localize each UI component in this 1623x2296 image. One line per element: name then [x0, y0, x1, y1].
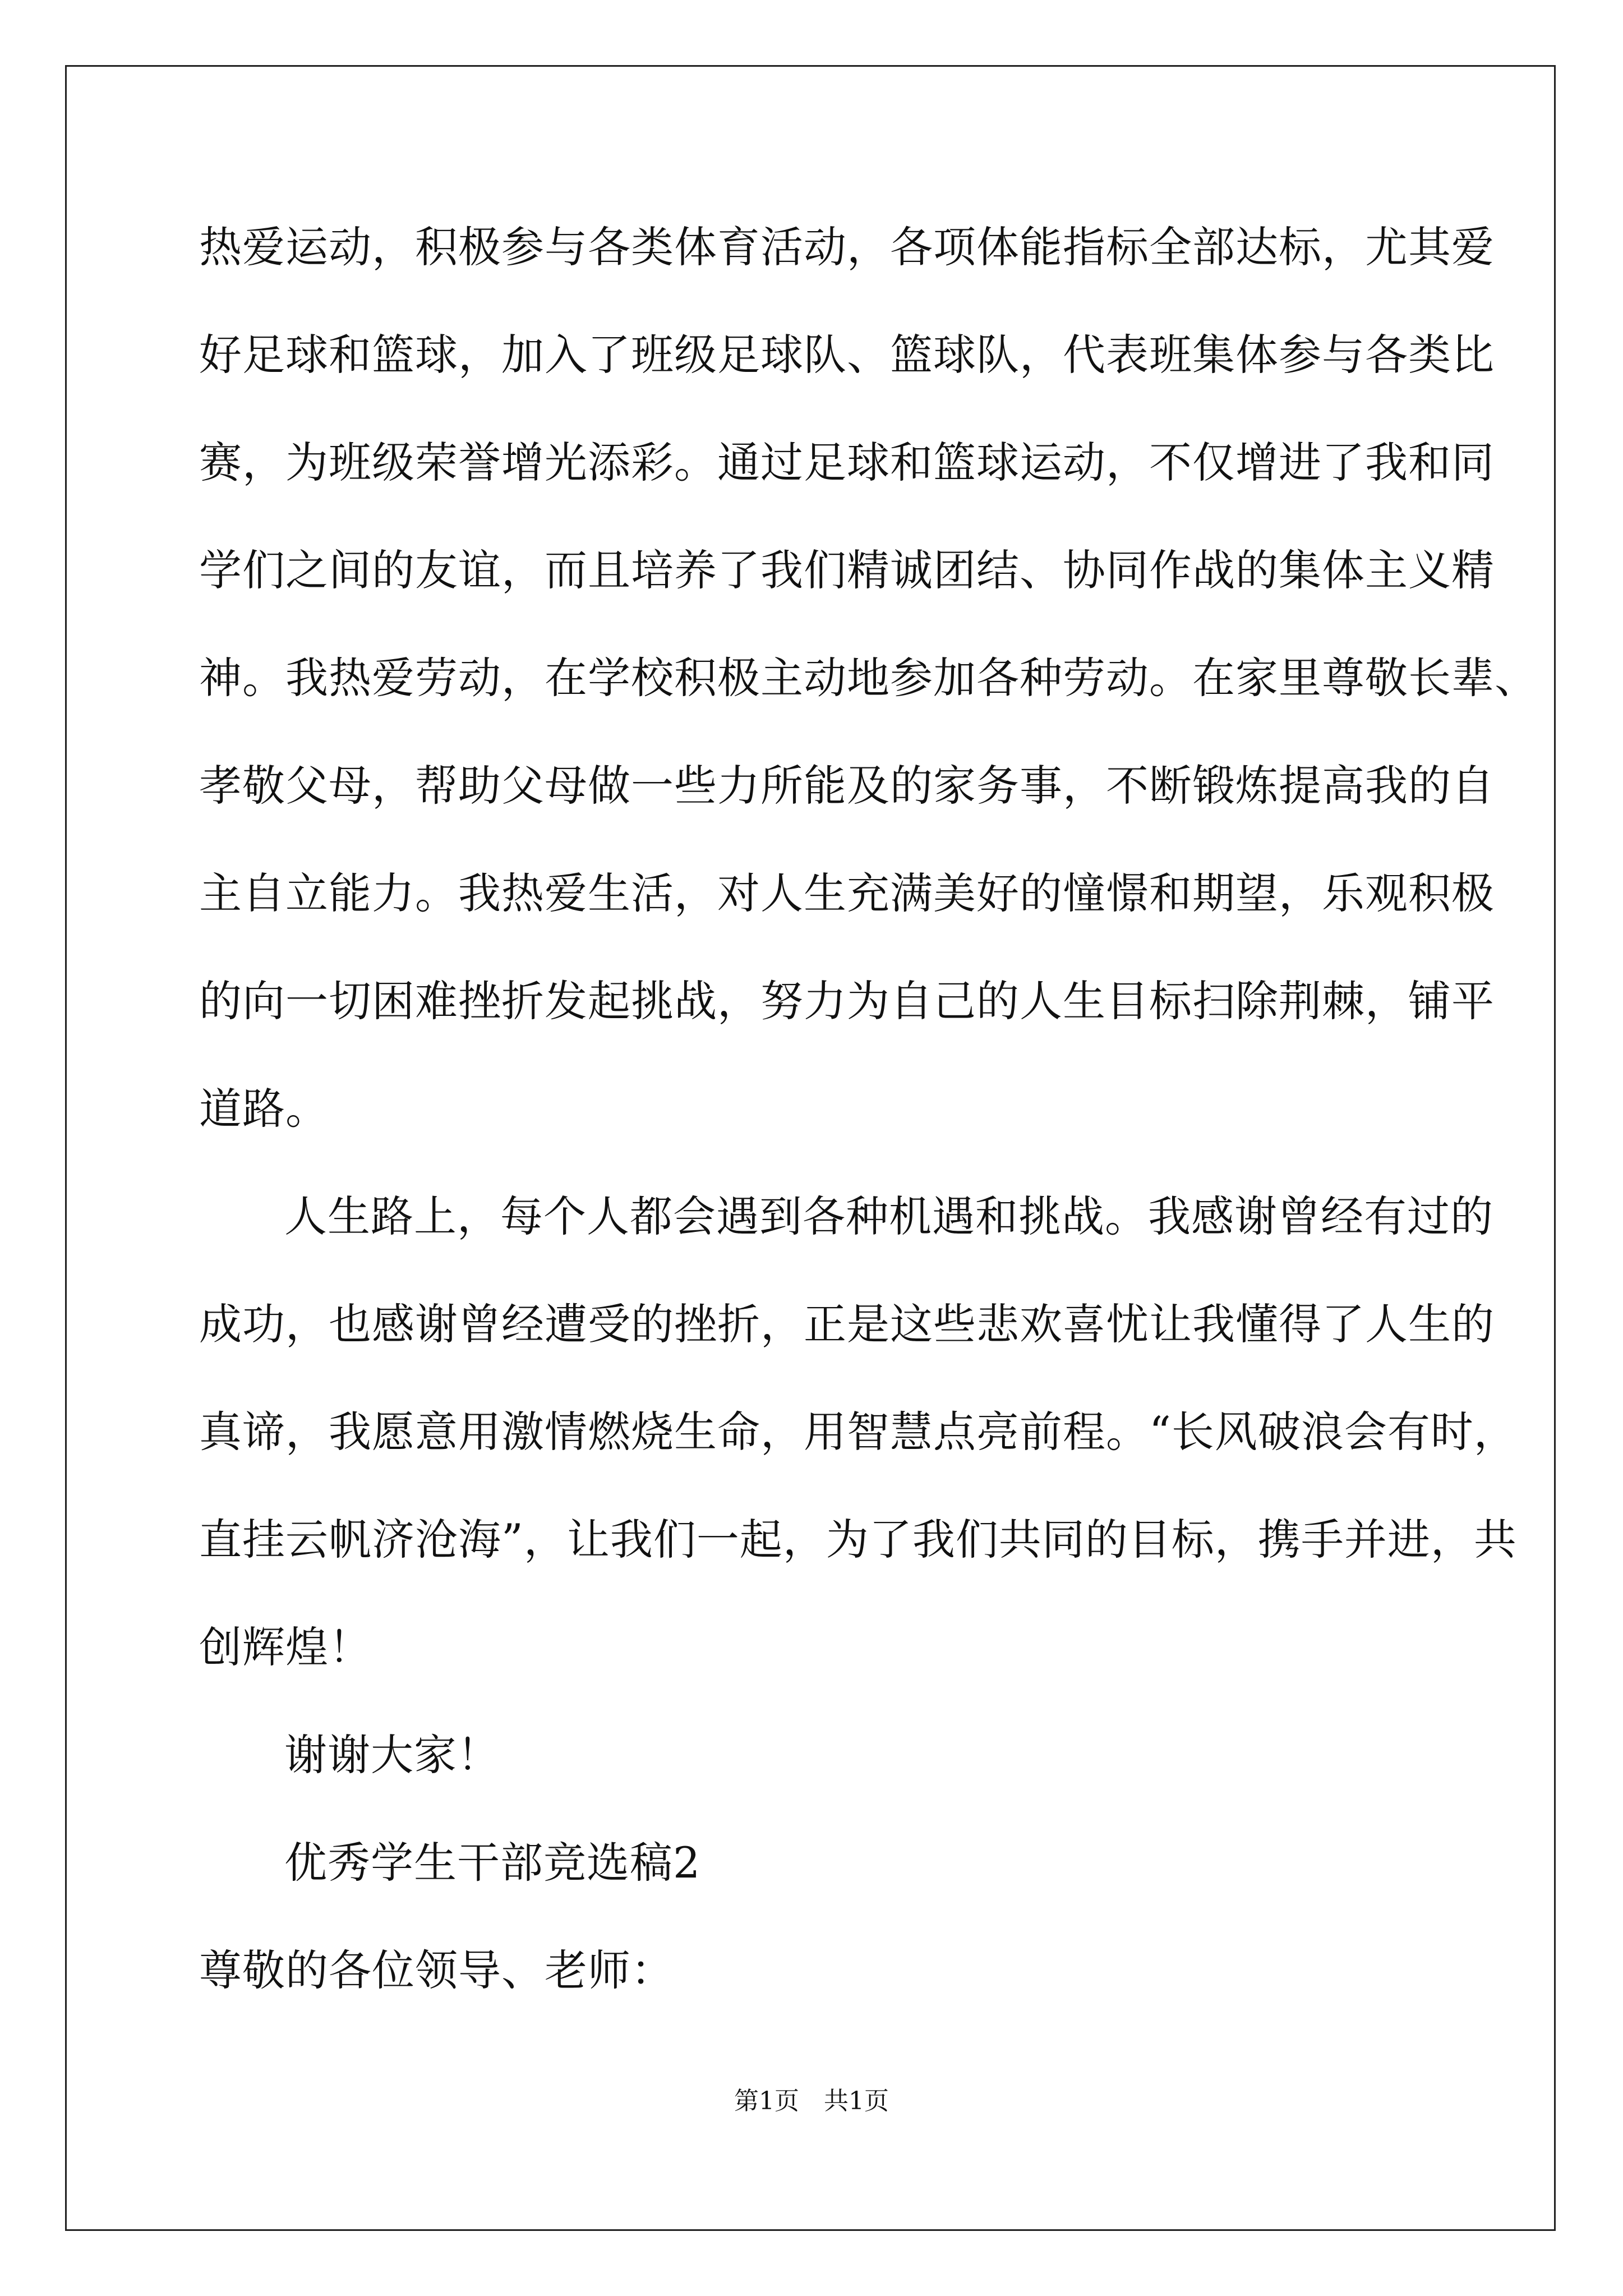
paragraph-line: 成功，也感谢曾经遭受的挫折，正是这些悲欢喜忧让我懂得了人生的	[199, 1299, 1495, 1349]
section-heading: 优秀学生干部竞选稿2	[284, 1838, 701, 1888]
salutation-line: 尊敬的各位领导、老师：	[199, 1945, 674, 1995]
paragraph-line: 热爱运动，积极参与各类体育活动，各项体能指标全部达标，尤其爱	[199, 222, 1495, 272]
thanks-line: 谢谢大家！	[284, 1730, 500, 1780]
paragraph-line: 孝敬父母，帮助父母做一些力所能及的家务事，不断锻炼提高我的自	[199, 761, 1495, 811]
paragraph-line: 好足球和篮球，加入了班级足球队、篮球队，代表班集体参与各类比	[199, 330, 1495, 380]
page-footer: 第1页 共1页	[734, 2087, 889, 2115]
paragraph-line: 的向一切困难挫折发起挑战，努力为自己的人生目标扫除荆棘，铺平	[199, 976, 1495, 1026]
paragraph-line: 直挂云帆济沧海”，让我们一起，为了我们共同的目标，携手并进，共	[199, 1515, 1517, 1565]
paragraph-line: 人生路上，每个人都会遇到各种机遇和挑战。我感谢曾经有过的	[284, 1191, 1493, 1241]
paragraph-line: 主自立能力。我热爱生活，对人生充满美好的憧憬和期望，乐观积极	[199, 868, 1495, 918]
paragraph-line: 赛，为班级荣誉增光添彩。通过足球和篮球运动，不仅增进了我和同	[199, 438, 1495, 487]
document-body	[199, 219, 1538, 2050]
paragraph-line: 道路。	[199, 1084, 329, 1134]
paragraph-line: 真谛，我愿意用激情燃烧生命，用智慧点亮前程。“长风破浪会有时，	[199, 1407, 1517, 1457]
paragraph-line: 学们之间的友谊，而且培养了我们精诚团结、协同作战的集体主义精	[199, 545, 1495, 595]
paragraph-line: 创辉煌！	[199, 1622, 372, 1672]
paragraph-line: 神。我热爱劳动，在学校积极主动地参加各种劳动。在家里尊敬长辈、	[199, 653, 1538, 703]
